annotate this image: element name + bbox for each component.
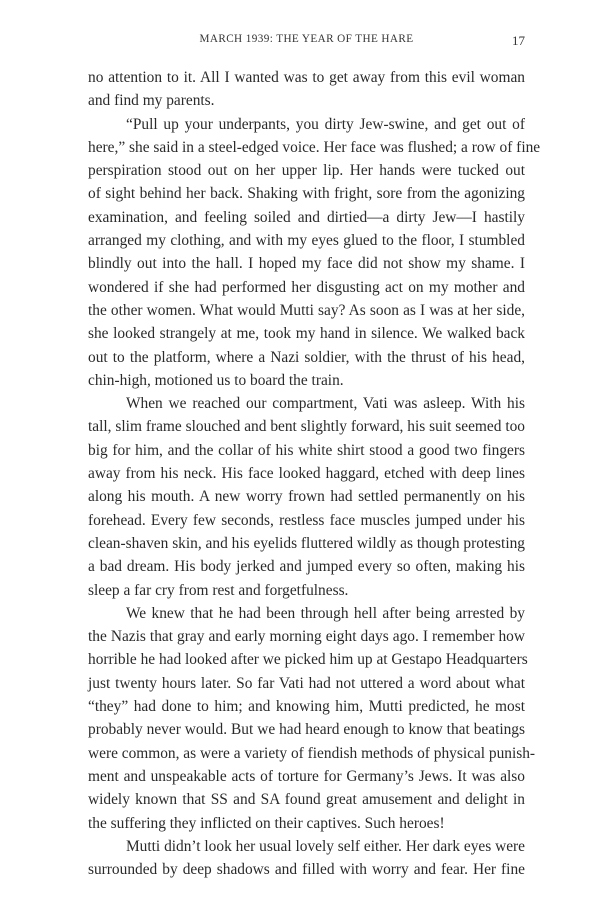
running-title: MARCH 1939: THE YEAR OF THE HARE <box>199 33 414 45</box>
running-head <box>88 33 525 49</box>
body-text <box>88 66 541 881</box>
paragraph <box>88 113 541 393</box>
text-line: wondered if she had performed her disgusting act on my mother and <box>88 278 525 296</box>
text-line: no attention to it. All I wanted was to get away from this evil woman <box>88 69 525 86</box>
text-line: perspiration stood out on her upper lip. Her hands were tucked out <box>88 162 525 180</box>
text-line: here,” she said in a steel-edged voice. Her face was flushed; a row of fine <box>88 138 541 156</box>
text-line: big for him, and the collar of his white shirt stood a good two fingers <box>88 441 525 459</box>
text-line: We knew that he had been through hell after being arrested by <box>126 604 525 622</box>
paragraph <box>88 835 525 882</box>
paragraph <box>88 602 536 835</box>
text-line: along his mouth. A new worry frown had settled permanently on his <box>88 488 525 506</box>
text-line: the Nazis that gray and early morning eight days ago. I remember how <box>88 628 525 646</box>
text-line: chin-high, motioned us to board the train. <box>88 371 344 389</box>
text-line: were common, as were a variety of fiendish methods of physical punish- <box>88 744 536 762</box>
text-line: blindly out into the hall. I hoped my face did not show my shame. I <box>88 255 525 273</box>
paragraph <box>88 66 525 113</box>
text-line: examination, and feeling soiled and dirtied—a dirty Jew—I hastily <box>88 208 525 226</box>
page-number: 17 <box>512 33 525 48</box>
text-line: horrible he had looked after we picked him up at Gestapo Headquarters <box>88 651 528 669</box>
text-line: a bad dream. His body jerked and jumped every so often, making his <box>88 558 525 576</box>
text-line: away from his neck. His face looked haggard, etched with deep lines <box>88 465 525 483</box>
text-line: clean-shaven skin, and his eyelids fluttered wildly as though protesting <box>88 534 525 552</box>
text-line: “Pull up your underpants, you dirty Jew-swine, and get out of <box>126 115 525 133</box>
text-line: the suffering they inflicted on their captives. Such heroes! <box>88 814 445 832</box>
text-line: and find my parents. <box>88 92 215 110</box>
text-line: widely known that SS and SA found great amusement and delight in <box>88 791 525 809</box>
text-line: forehead. Every few seconds, restless face muscles jumped under his <box>88 511 525 529</box>
text-line: just twenty hours later. So far Vati had not uttered a word about what <box>88 674 525 692</box>
text-line: out to the platform, where a Nazi soldier, with the thrust of his head, <box>88 348 525 366</box>
text-line: “they” had done to him; and knowing him, Mutti predicted, he most <box>88 698 525 716</box>
text-line: she looked strangely at me, took my hand in silence. We walked back <box>88 325 525 343</box>
text-line: sleep a far cry from rest and forgetfulness. <box>88 581 349 599</box>
text-line: When we reached our compartment, Vati was asleep. With his <box>126 395 525 413</box>
text-line: surrounded by deep shadows and filled with worry and fear. Her fine <box>88 861 525 879</box>
text-line: the other women. What would Mutti say? As soon as I was at her side, <box>88 301 525 319</box>
text-line: of sight behind her back. Shaking with fright, sore from the agonizing <box>88 185 525 203</box>
text-line: ment and unspeakable acts of torture for Germany’s Jews. It was also <box>88 767 525 785</box>
text-line: Mutti didn’t look her usual lovely self either. Her dark eyes were <box>126 837 525 855</box>
text-line: tall, slim frame slouched and bent slightly forward, his suit seemed too <box>88 418 525 436</box>
text-line: probably never would. But we had heard enough to know that beatings <box>88 721 525 739</box>
text-line: arranged my clothing, and with my eyes glued to the floor, I stumbled <box>88 232 525 250</box>
paragraph <box>88 392 525 602</box>
